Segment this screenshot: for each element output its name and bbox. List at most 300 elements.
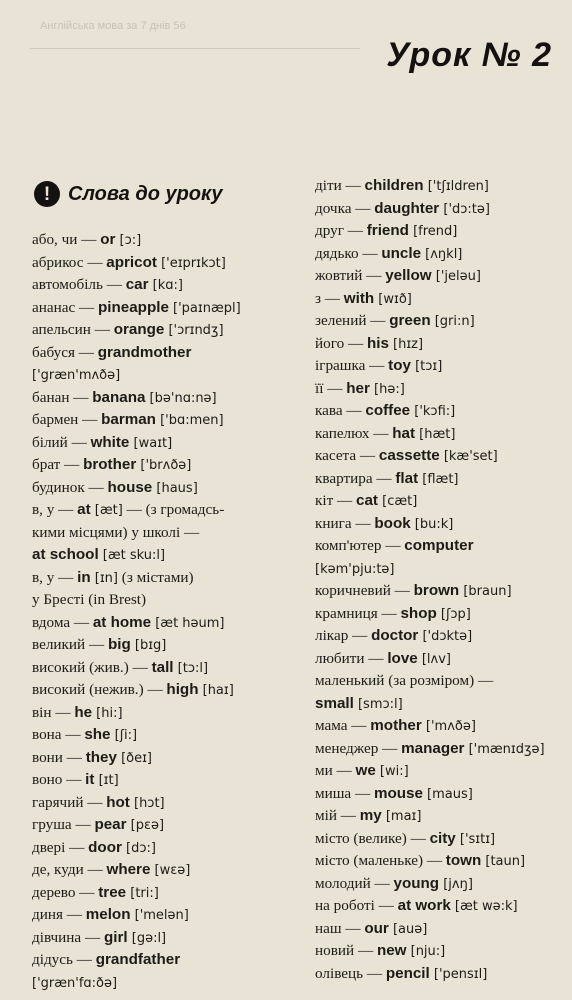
english-word: in <box>77 568 91 586</box>
dash-separator: — <box>83 861 107 878</box>
transcription: [hɔt] <box>129 795 165 811</box>
ukrainian-word: диня <box>32 906 63 923</box>
ukrainian-word: його <box>315 334 345 352</box>
bleed-through-running-header: Англійська мова за 7 днів 56 <box>40 20 186 32</box>
ukrainian-word: дядько <box>315 244 359 262</box>
english-word: my <box>359 807 382 824</box>
transcription: [wɪð] <box>374 291 412 307</box>
transcription: [ɪn] <box>90 570 118 586</box>
vocab-entry <box>32 432 302 455</box>
ukrainian-word: любити <box>315 649 365 667</box>
dash-separator: — <box>75 298 99 316</box>
english-word: he <box>74 703 93 721</box>
transcription: ['mænɪdʒə] <box>464 741 545 757</box>
vocab-entry <box>315 310 565 333</box>
dash-separator: — <box>423 852 446 869</box>
ukrainian-word: банан <box>32 388 70 406</box>
transcription: [taun] <box>481 854 526 869</box>
ukrainian-word: або, чи <box>32 231 78 248</box>
transcription: [kæ'set] <box>439 449 498 464</box>
transcription: [maɪ] <box>381 809 422 824</box>
ukrainian-word: капелюх <box>315 424 370 442</box>
dash-separator: — <box>75 883 99 901</box>
transcription: [dɔ:] <box>121 840 156 856</box>
transcription: [haus] <box>152 480 198 496</box>
english-word: new <box>376 942 407 959</box>
vocab-entry <box>32 274 302 297</box>
english-word: her <box>346 379 370 397</box>
vocab-entry <box>315 715 565 738</box>
english-word: or <box>100 231 116 248</box>
dash-separator: — <box>71 816 95 833</box>
english-word: love <box>387 649 418 667</box>
english-word: city <box>429 829 456 847</box>
dash-separator: — <box>378 739 402 757</box>
dash-separator: — <box>374 897 398 914</box>
section-heading <box>34 176 223 212</box>
ukrainian-word: високий (жив.) <box>32 658 129 676</box>
vocab-entry <box>315 445 565 468</box>
ukrainian-word: книга <box>315 514 352 532</box>
ukrainian-word: молодий <box>315 874 371 892</box>
english-word: young <box>393 874 440 892</box>
dash-separator: — <box>62 771 86 788</box>
vocab-entry <box>32 567 302 590</box>
ukrainian-word: будинок <box>32 478 85 496</box>
dash-separator: — <box>78 411 102 428</box>
dash-separator: — <box>370 874 394 892</box>
dash-separator: — <box>74 343 98 361</box>
vocab-entry <box>315 220 565 243</box>
transcription: [tɔ:l] <box>173 660 209 676</box>
english-word: car <box>125 276 149 293</box>
transcription: [frend] <box>408 224 458 239</box>
vocab-entry <box>315 333 565 356</box>
transcription: ['melən] <box>130 908 189 923</box>
vocab-entry <box>315 378 565 401</box>
note-text: (з містами) <box>118 568 194 586</box>
ukrainian-word: дерево <box>32 883 76 901</box>
vocab-entry <box>315 468 565 491</box>
dash-separator: — <box>366 312 390 329</box>
english-word: cassette <box>378 447 440 464</box>
dash-separator: — <box>336 807 360 824</box>
ukrainian-word: великий <box>32 636 86 653</box>
ukrainian-word: дідусь <box>32 951 73 968</box>
ukrainian-word: абрикос <box>32 253 84 271</box>
english-word: house <box>107 478 153 496</box>
dash-separator: — <box>69 388 93 406</box>
dash-separator: — <box>356 447 379 464</box>
dash-separator: — <box>62 906 86 923</box>
english-word: town <box>445 852 482 869</box>
transcription: [ʌŋkl] <box>421 246 463 262</box>
transcription: [haɪ] <box>198 683 234 698</box>
vocab-entry <box>315 625 565 648</box>
vocab-entry <box>315 603 565 626</box>
ukrainian-word: наш <box>315 919 342 937</box>
english-word: coffee <box>365 402 411 419</box>
dash-separator: — <box>72 951 96 968</box>
vocab-entry <box>32 792 302 815</box>
english-word: friend <box>366 222 409 239</box>
transcription: [cæt] <box>377 494 418 509</box>
transcription: [ðeɪ] <box>116 750 152 766</box>
transcription: ['græn'fɑ:ðə] <box>32 975 118 991</box>
ukrainian-word: де, куди <box>32 861 84 878</box>
vocab-entry <box>32 364 302 387</box>
ukrainian-word: комп'ютер <box>315 537 382 554</box>
english-word: pencil <box>385 964 430 982</box>
dash-separator: — <box>62 748 86 766</box>
transcription: [braun] <box>459 584 512 599</box>
vocab-entry <box>315 513 565 536</box>
vocab-entry <box>32 297 302 320</box>
ukrainian-word: дочка <box>315 199 352 217</box>
transcription: ['kɔfi:] <box>410 404 456 419</box>
dash-separator: — <box>70 613 93 631</box>
ukrainian-word: вона <box>32 726 62 743</box>
transcription: [flæt] <box>418 471 459 487</box>
vocab-entry <box>32 544 302 567</box>
ukrainian-word: він <box>32 703 52 721</box>
english-word: with <box>343 289 375 307</box>
vocab-entry <box>315 783 565 806</box>
ukrainian-word: місто (велике) <box>315 829 407 847</box>
note-text: — (з громадсь- <box>122 501 225 518</box>
vocab-entry <box>32 409 302 432</box>
english-word: pear <box>94 816 127 833</box>
transcription: ['bɑ:men] <box>155 413 224 428</box>
vocab-entry <box>32 657 302 680</box>
transcription: ['pensɪl] <box>429 966 488 982</box>
ukrainian-word: зелений <box>315 312 367 329</box>
vocab-entry <box>315 693 565 716</box>
transcription: ['mʌðə] <box>421 719 476 734</box>
english-word: they <box>85 748 117 766</box>
dash-separator: — <box>342 402 366 419</box>
transcription: [maus] <box>422 786 473 802</box>
dash-separator: — <box>347 717 371 734</box>
vocab-entry <box>32 499 302 522</box>
vocab-entry <box>315 400 565 423</box>
vocab-entry <box>315 738 565 761</box>
english-word: at home <box>92 613 152 631</box>
dash-separator: — <box>365 357 389 374</box>
english-word: melon <box>85 906 131 923</box>
vocab-entry <box>32 747 302 770</box>
ukrainian-word: вони <box>32 748 63 766</box>
transcription: [ɪt] <box>94 773 119 788</box>
vocab-entry <box>315 670 565 693</box>
dash-separator: — <box>332 762 356 779</box>
vocab-entry <box>315 760 565 783</box>
ukrainian-word: олівець <box>315 964 364 982</box>
dash-separator: — <box>341 919 365 937</box>
transcription: ['tʃɪldren] <box>423 179 489 194</box>
english-word: she <box>84 726 111 743</box>
dash-separator: — <box>83 253 107 271</box>
dash-separator: — <box>61 726 85 743</box>
english-word: doctor <box>371 627 419 644</box>
dash-separator: — <box>377 604 401 622</box>
transcription: [waɪt] <box>129 435 173 451</box>
dash-separator: — <box>381 537 405 554</box>
dash-separator: — <box>85 636 108 653</box>
vocab-entry <box>32 972 302 995</box>
english-word: yellow <box>385 267 432 284</box>
transcription: [hæt] <box>415 426 456 442</box>
ukrainian-word: апельсин <box>32 321 91 338</box>
vocab-entry <box>32 387 302 410</box>
english-word: mother <box>370 717 422 734</box>
dash-separator: — <box>90 321 114 338</box>
transcription: [ɔ:] <box>115 233 142 248</box>
ukrainian-word: місто (маленьке) <box>315 852 424 869</box>
ukrainian-word: квартира <box>315 469 373 487</box>
english-word: manager <box>401 739 465 757</box>
english-word: uncle <box>381 244 422 262</box>
english-word: pineapple <box>98 298 169 316</box>
vocab-entry <box>315 490 565 513</box>
ukrainian-word: мама <box>315 717 348 734</box>
ukrainian-word: на роботі <box>315 897 375 914</box>
english-word: it <box>85 771 95 788</box>
english-word: apricot <box>106 253 157 271</box>
lesson-title: Урок № 2 <box>386 36 552 74</box>
english-word: flat <box>395 469 419 487</box>
ukrainian-word: брат <box>32 456 61 473</box>
vocab-entry <box>32 634 302 657</box>
dash-separator: — <box>390 582 414 599</box>
vocab-entry <box>32 589 302 612</box>
vocab-entry <box>315 175 565 198</box>
dash-separator: — <box>351 784 374 802</box>
english-word: grandmother <box>97 343 192 361</box>
vocab-entry <box>315 963 565 986</box>
vocabulary-column-left <box>32 229 302 994</box>
dash-separator: — <box>84 478 108 496</box>
transcription: [hə:] <box>369 381 405 397</box>
ukrainian-word: коричневий <box>315 582 391 599</box>
ukrainian-word: дівчина <box>32 928 82 946</box>
vocab-entry <box>32 342 302 365</box>
vocab-entry <box>32 837 302 860</box>
english-word: we <box>355 762 376 779</box>
dash-separator: — <box>321 289 344 307</box>
transcription: [ʃɔp] <box>436 606 471 622</box>
vocab-entry <box>32 882 302 905</box>
transcription: [gə:l] <box>127 930 167 946</box>
transcription: [æt] <box>90 503 123 518</box>
vocab-entry <box>32 477 302 500</box>
dash-separator: — <box>77 231 101 248</box>
english-word: orange <box>113 321 165 338</box>
ukrainian-word: високий (нежив.) <box>32 681 144 698</box>
english-word: children <box>364 177 424 194</box>
vocab-entry <box>315 243 565 266</box>
vocab-entry <box>315 940 565 963</box>
english-word: big <box>107 636 131 653</box>
vocab-entry <box>315 805 565 828</box>
vocab-entry <box>32 252 302 275</box>
dash-separator: — <box>363 964 386 982</box>
english-word: at work <box>397 897 451 914</box>
ukrainian-word: діти <box>315 177 342 194</box>
vocab-entry <box>32 612 302 635</box>
transcription: ['dɔktə] <box>418 629 473 644</box>
vocabulary-column-right <box>315 175 565 985</box>
dash-separator: — <box>364 649 388 667</box>
ukrainian-word: білий <box>32 433 68 451</box>
icon-glyph: ! <box>43 183 51 205</box>
dash-separator: — <box>67 433 91 451</box>
transcription: [hɪz] <box>388 336 424 352</box>
transcription: ['eɪprɪkɔt] <box>156 255 226 271</box>
ukrainian-word: крамниця <box>315 604 378 622</box>
ukrainian-word: груша <box>32 816 72 833</box>
english-word: brown <box>413 582 460 599</box>
vocab-entry <box>32 522 302 545</box>
english-word: girl <box>103 928 128 946</box>
vocab-entry <box>315 423 565 446</box>
transcription: [auə] <box>388 921 428 937</box>
english-word: high <box>166 681 199 698</box>
vocab-entry <box>32 859 302 882</box>
transcription: ['sɪtɪ] <box>455 831 496 847</box>
dash-separator: — <box>65 838 89 856</box>
english-word: mouse <box>373 784 423 802</box>
vocab-entry <box>32 769 302 792</box>
ukrainian-word: бабуся <box>32 343 75 361</box>
dash-separator: — <box>369 424 393 442</box>
english-word: brother <box>83 456 137 473</box>
transcription: [bɪg] <box>130 638 167 653</box>
dash-separator: — <box>54 568 78 586</box>
vocab-entry <box>32 702 302 725</box>
dash-separator: — <box>60 456 84 473</box>
vocab-entry <box>32 814 302 837</box>
ukrainian-word: новий <box>315 942 355 959</box>
english-word: banana <box>92 388 146 406</box>
ukrainian-word: іграшка <box>315 357 366 374</box>
ukrainian-word: кава <box>315 402 343 419</box>
ukrainian-word: гарячий <box>32 793 84 811</box>
header-rule <box>30 48 360 49</box>
note-text: (за розміром) — <box>384 672 494 689</box>
english-word: our <box>364 919 389 937</box>
ukrainian-word: лікар <box>315 627 349 644</box>
english-word: hat <box>392 424 416 442</box>
dash-separator: — <box>354 942 377 959</box>
english-word: book <box>374 514 411 532</box>
vocab-entry <box>315 535 565 558</box>
dash-separator: — <box>351 514 375 532</box>
transcription: [wi:] <box>375 764 409 779</box>
transcription: [lʌv] <box>417 651 451 667</box>
transcription: [smɔ:l] <box>353 696 403 712</box>
dash-separator: — <box>128 658 152 676</box>
vocab-entry <box>315 873 565 896</box>
ukrainian-word: друг <box>315 222 344 239</box>
english-word: barman <box>101 411 156 428</box>
english-word: hot <box>106 793 130 811</box>
ukrainian-word: ми <box>315 762 333 779</box>
dash-separator: — <box>348 627 372 644</box>
note-text: у Бресті (in Brest) <box>32 591 147 608</box>
transcription: [hi:] <box>92 705 123 721</box>
section-title: Слова до уроку <box>68 182 223 205</box>
transcription: [æt sku:l] <box>98 548 166 563</box>
transcription: [æt həum] <box>151 615 225 631</box>
transcription: [gri:n] <box>430 314 475 329</box>
vocab-entry <box>32 229 302 252</box>
english-word: tall <box>151 658 174 676</box>
vocab-entry <box>32 949 302 972</box>
transcription: ['brʌðə] <box>136 458 192 473</box>
english-word: toy <box>388 357 411 374</box>
ukrainian-word: автомобіль <box>32 276 103 293</box>
dash-separator: — <box>344 334 367 352</box>
vocab-entry <box>315 828 565 851</box>
english-word: at <box>77 501 91 518</box>
transcription: ['jeləu] <box>431 269 481 284</box>
transcription: [pɛə] <box>126 818 165 833</box>
transcription: ['ɔrɪndʒ] <box>164 323 224 338</box>
vocab-entry <box>32 679 302 702</box>
transcription: [jʌŋ] <box>439 876 473 892</box>
dash-separator: — <box>102 276 126 293</box>
dash-separator: — <box>323 379 347 397</box>
transcription: [bu:k] <box>410 516 454 532</box>
dash-separator: — <box>351 199 375 217</box>
transcription: [nju:] <box>406 944 446 959</box>
ukrainian-word: маленький <box>315 672 385 689</box>
transcription: [ʃi:] <box>110 728 138 743</box>
transcription: [kəm'pju:tə] <box>315 561 395 577</box>
dash-separator: — <box>54 501 78 518</box>
dash-separator: — <box>341 177 365 194</box>
dash-separator: — <box>343 222 367 239</box>
english-word: shop <box>400 604 437 622</box>
dash-separator: — <box>81 928 104 946</box>
vocab-entry <box>315 850 565 873</box>
english-word: small <box>315 694 354 712</box>
english-word: daughter <box>374 199 440 217</box>
english-word: computer <box>404 537 474 554</box>
ukrainian-word: двері <box>32 838 66 856</box>
ukrainian-word: в, у <box>32 501 55 518</box>
exclamation-circle-icon <box>34 181 60 207</box>
vocab-entry <box>32 454 302 477</box>
transcription: [wɛə] <box>150 863 191 878</box>
transcription: ['paɪnæpl] <box>168 300 241 316</box>
transcription: [tri:] <box>126 885 159 901</box>
vocab-entry <box>315 558 565 581</box>
transcription: ['dɔ:tə] <box>439 201 490 217</box>
english-word: at school <box>32 546 99 563</box>
english-word: grandfather <box>95 951 181 968</box>
ukrainian-word: касета <box>315 447 357 464</box>
dash-separator: — <box>362 267 386 284</box>
dash-separator: — <box>406 829 430 847</box>
ukrainian-word: з <box>315 289 321 307</box>
ukrainian-word: миша <box>315 784 352 802</box>
vocab-entry <box>315 288 565 311</box>
english-word: door <box>88 838 122 856</box>
vocab-entry <box>32 319 302 342</box>
dash-separator: — <box>51 703 75 721</box>
